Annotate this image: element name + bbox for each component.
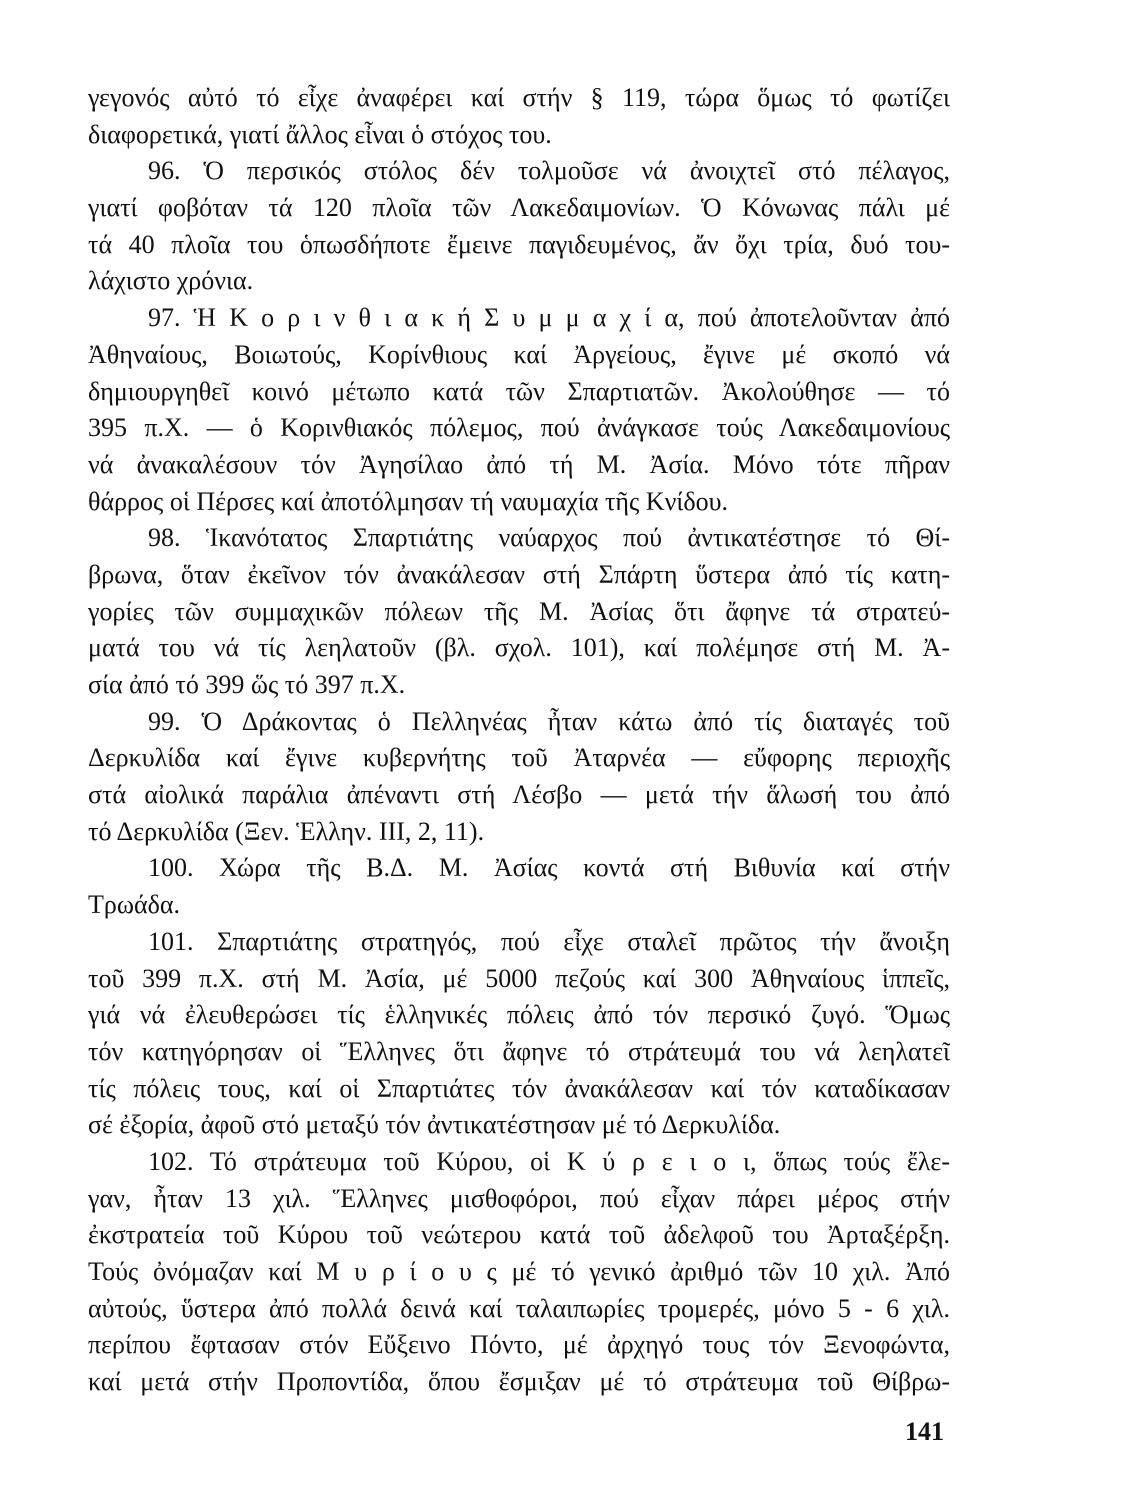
text-line: Τούς ὀνόμαζαν καί Μ υ ρ ί ο υ ς μέ τό γενικό ἀριθμό τῶν 10 χιλ. Ἀπό	[88, 1257, 950, 1286]
note-96-line: 96. Ὁ περσικός στόλος δέν τολμοῦσε νά ἀνοιχτεῖ στό πέλαγος,	[148, 156, 950, 186]
note-97-line: 97. Ἡ Κ ο ρ ι ν θ ι α κ ή Σ υ μ μ α χ ί α, πού ἀποτελοῦνταν ἀπό	[148, 303, 950, 333]
text-line: γεγονός αὐτό τό εἶχε ἀναφέρει καί στήν § 119, τώρα ὅμως τό φωτίζει	[88, 83, 950, 112]
page-number: 141	[905, 1417, 944, 1446]
text-line: θάρρος οἱ Πέρσες καί ἀποτόλμησαν τή ναυμαχία τῆς Κνίδου.	[88, 486, 728, 516]
note-98-line: 98. Ἱκανότατος Σπαρτιάτης ναύαρχος πού ἀντικατέστησε τό Θί-	[148, 523, 950, 553]
text-line: γιά νά ἐλευθερώσει τίς ἑλληνικές πόλεις ἀπό τόν περσικό ζυγό. Ὅμως	[88, 1000, 950, 1030]
text-line: γαν, ἦταν 13 χιλ. Ἕλληνες μισθοφόροι, πού εἶχαν πάρει μέρος στήν	[88, 1183, 950, 1213]
text-line: τοῦ 399 π.Χ. στή Μ. Ἀσία, μέ 5000 πεζούς καί 300 Ἀθηναίους ἱππεῖς,	[88, 963, 950, 993]
text-line: Τρωάδα.	[88, 890, 180, 920]
text-line: 395 π.Χ. — ὁ Κορινθιακός πόλεμος, πού ἀνάγκασε τούς Λακεδαιμονίους	[88, 413, 950, 443]
text-line: Ἀθηναίους, Βοιωτούς, Κορίνθιους καί Ἀργείους, ἔγινε μέ σκοπό νά	[88, 339, 950, 369]
text-line: διαφορετικά, γιατί ἄλλος εἶναι ὁ στόχος του.	[88, 119, 552, 149]
text-line: γιατί φοβόταν τά 120 πλοῖα τῶν Λακεδαιμονίων. Ὁ Κόνωνας πάλι μέ	[88, 193, 950, 223]
text-line: βρωνα, ὅταν ἐκεῖνον τόν ἀνακάλεσαν στή Σπάρτη ὕστερα ἀπό τίς κατη-	[88, 559, 950, 589]
note-101-line: 101. Σπαρτιάτης στρατηγός, πού εἶχε σταλεῖ πρῶτος τήν ἄνοιξη	[148, 926, 950, 956]
text-line: λάχιστο χρόνια.	[88, 266, 254, 296]
text-line: ματά του νά τίς λεηλατοῦν (βλ. σχολ. 101), καί πολέμησε στή Μ. Ἀ-	[88, 633, 950, 663]
text-line: περίπου ἔφτασαν στόν Εὔξεινο Πόντο, μέ ἀρχηγό τους τόν Ξενοφώντα,	[88, 1330, 950, 1360]
text-line: τά 40 πλοῖα του ὁπωσδήποτε ἔμεινε παγιδευμένος, ἄν ὄχι τρία, δυό του-	[88, 229, 950, 259]
text-line: ἐκστρατεία τοῦ Κύρου τοῦ νεώτερου κατά τοῦ ἀδελφοῦ του Ἀρταξέρξη.	[88, 1220, 950, 1250]
text-line: τίς πόλεις τους, καί οἱ Σπαρτιάτες τόν ἀνακάλεσαν καί τόν καταδίκασαν	[88, 1073, 950, 1103]
text-line: τό Δερκυλίδα (Ξεν. Ἑλλην. ΙΙΙ, 2, 11).	[88, 816, 485, 846]
text-line: δημιουργηθεῖ κοινό μέτωπο κατά τῶν Σπαρτιατῶν. Ἀκολούθησε — τό	[88, 376, 950, 406]
note-100-line: 100. Χώρα τῆς Β.Δ. Μ. Ἀσίας κοντά στή Βιθυνία καί στήν	[148, 853, 950, 883]
document-body	[88, 80, 950, 1401]
text-line: Δερκυλίδα καί ἔγινε κυβερνήτης τοῦ Ἀταρνέα — εὔφορης περιοχῆς	[88, 743, 950, 773]
text-line: στά αἰολικά παράλια ἀπέναντι στή Λέσβο — μετά τήν ἅλωσή του ἀπό	[88, 780, 950, 810]
text-line: καί μετά στήν Προποντίδα, ὅπου ἔσμιξαν μέ τό στράτευμα τοῦ Θίβρω-	[88, 1367, 950, 1397]
text-line: τόν κατηγόρησαν οἱ Ἕλληνες ὅτι ἄφηνε τό στράτευμά του νά λεηλατεῖ	[88, 1036, 950, 1066]
note-99-line: 99. Ὁ Δράκοντας ὁ Πελληνέας ἦταν κάτω ἀπό τίς διαταγές τοῦ	[148, 706, 950, 736]
text-line: σία ἀπό τό 399 ὥς τό 397 π.Χ.	[88, 670, 406, 699]
text-line: γορίες τῶν συμμαχικῶν πόλεων τῆς Μ. Ἀσίας ὅτι ἄφηνε τά στρατεύ-	[88, 596, 950, 626]
text-line: αὐτούς, ὕστερα ἀπό πολλά δεινά καί ταλαιπωρίες τρομερές, μόνο 5 - 6 χιλ.	[88, 1293, 950, 1323]
text-line: νά ἀνακαλέσουν τόν Ἀγησίλαο ἀπό τή Μ. Ἀσία. Μόνο τότε πῆραν	[88, 449, 950, 479]
text-line: σέ ἐξορία, ἀφοῦ στό μεταξύ τόν ἀντικατέστησαν μέ τό Δερκυλίδα.	[88, 1110, 781, 1140]
note-102-line: 102. Τό στράτευμα τοῦ Κύρου, οἱ Κ ύ ρ ε ι ο ι, ὅπως τούς ἔλε-	[148, 1146, 950, 1176]
